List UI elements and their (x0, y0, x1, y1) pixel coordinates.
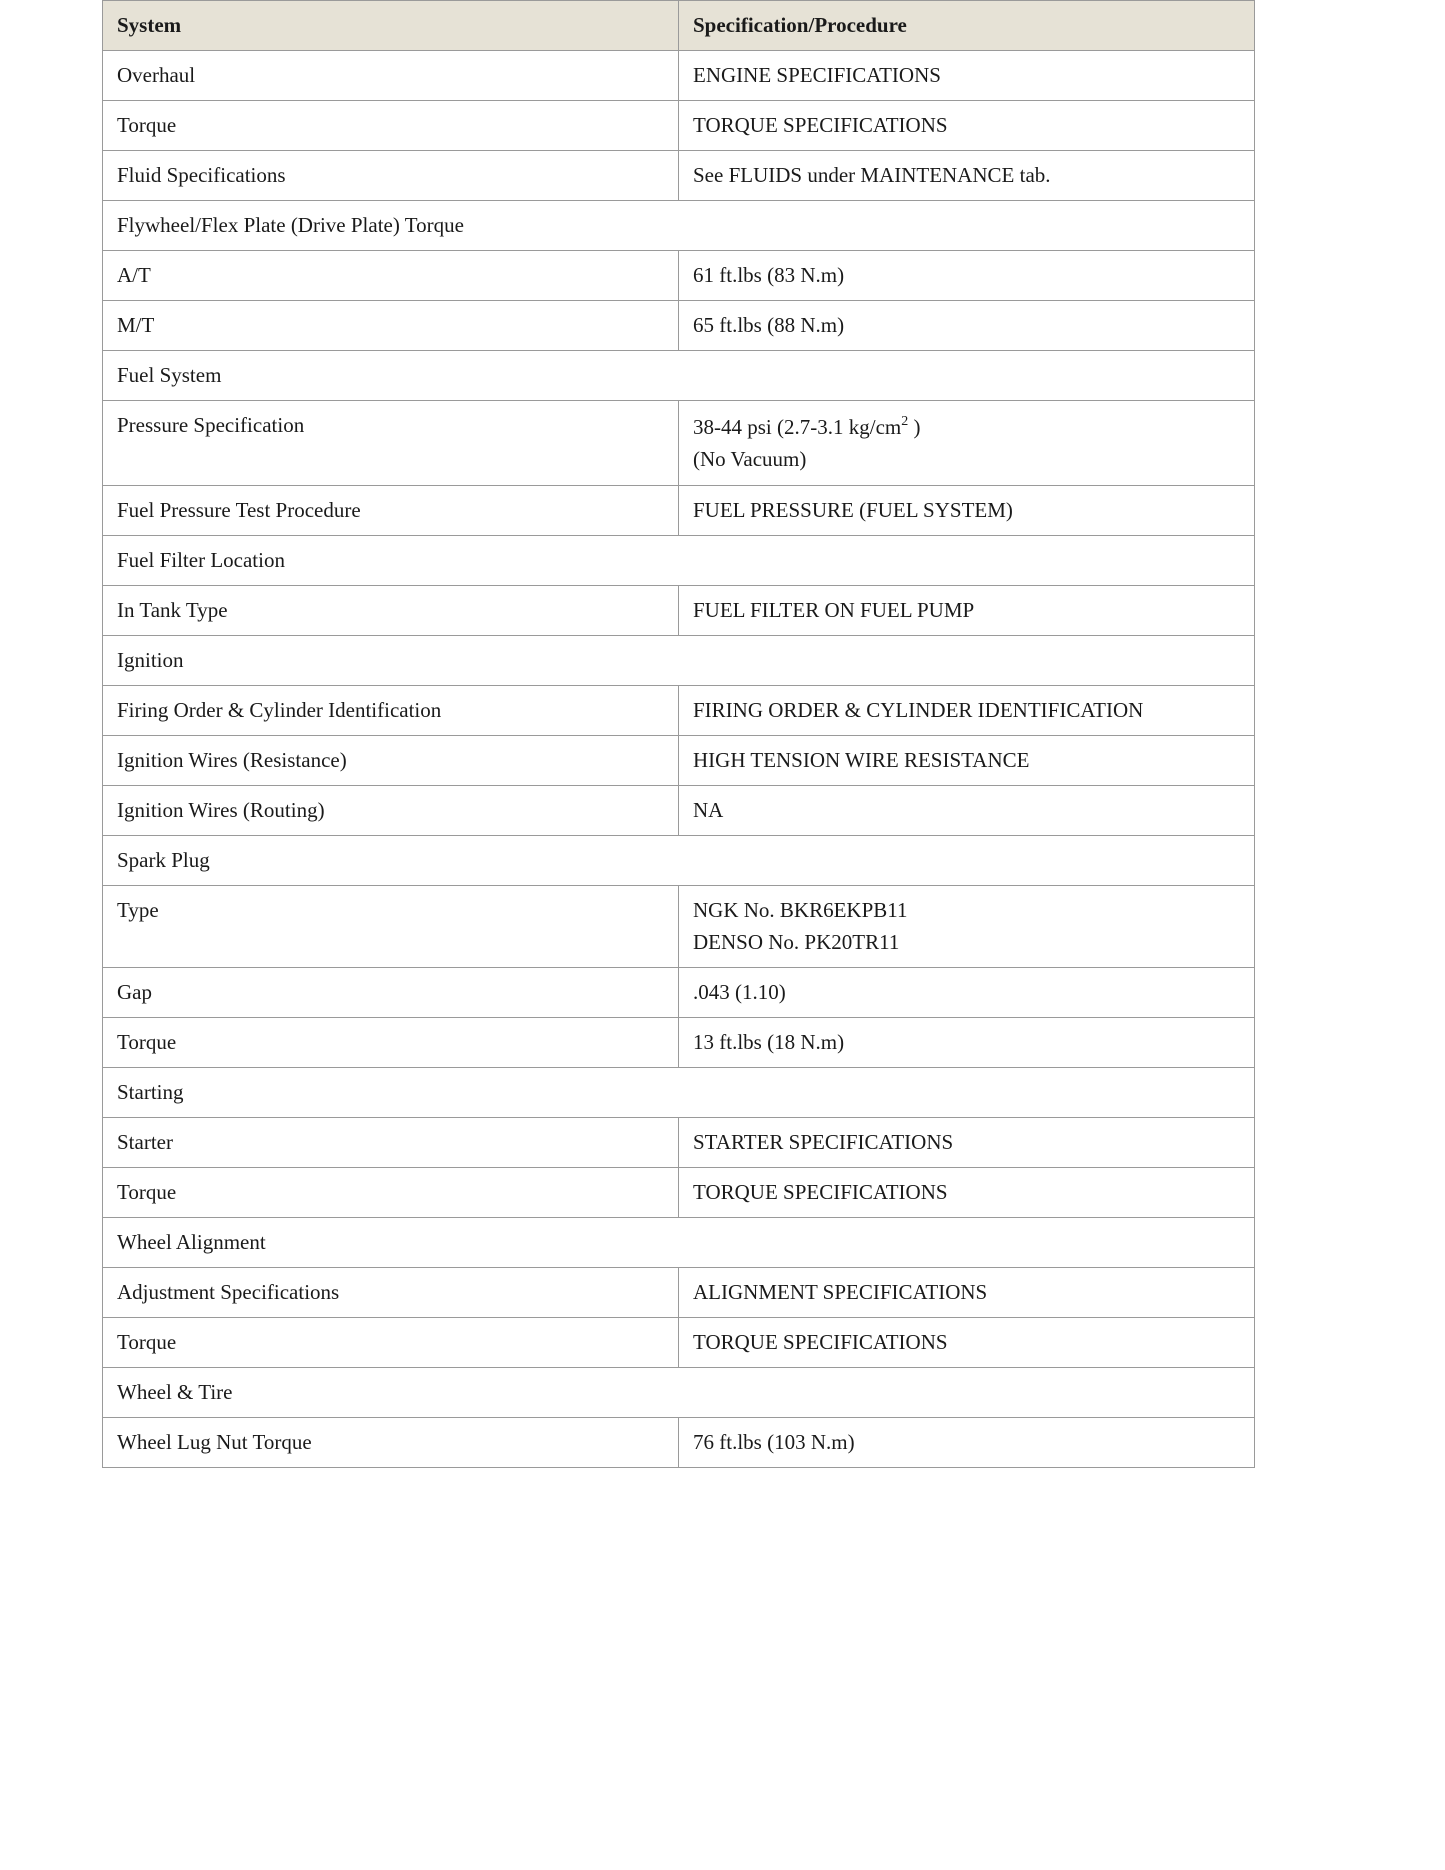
spec-line: DENSO No. PK20TR11 (693, 930, 900, 954)
system-cell: Firing Order & Cylinder Identification (103, 686, 679, 736)
section-heading: Spark Plug (103, 836, 1255, 886)
spec-cell: NA (679, 786, 1255, 836)
table-row (103, 401, 1255, 486)
section-row (103, 201, 1255, 251)
system-cell: Torque (103, 1018, 679, 1068)
table-row (103, 736, 1255, 786)
table-row (103, 1418, 1255, 1468)
system-cell: Fuel Pressure Test Procedure (103, 486, 679, 536)
table-row (103, 101, 1255, 151)
spec-link[interactable]: TORQUE SPECIFICATIONS (679, 101, 1255, 151)
section-row (103, 1068, 1255, 1118)
table-row (103, 686, 1255, 736)
system-cell: M/T (103, 301, 679, 351)
column-header-specification: Specification/Procedure (679, 1, 1255, 51)
spec-cell: 61 ft.lbs (83 N.m) (679, 251, 1255, 301)
system-cell: Torque (103, 1168, 679, 1218)
spec-cell: 65 ft.lbs (88 N.m) (679, 301, 1255, 351)
spec-line (693, 411, 1240, 443)
spec-cell: 13 ft.lbs (18 N.m) (679, 1018, 1255, 1068)
specifications-table (102, 0, 1255, 1468)
spec-link[interactable]: FUEL FILTER ON FUEL PUMP (679, 586, 1255, 636)
table-row (103, 301, 1255, 351)
system-cell: Gap (103, 968, 679, 1018)
table-row (103, 1118, 1255, 1168)
section-heading: Starting (103, 1068, 1255, 1118)
spec-cell: 76 ft.lbs (103 N.m) (679, 1418, 1255, 1468)
spec-link[interactable]: HIGH TENSION WIRE RESISTANCE (679, 736, 1255, 786)
system-cell: A/T (103, 251, 679, 301)
spec-link[interactable]: ENGINE SPECIFICATIONS (679, 51, 1255, 101)
system-cell: Starter (103, 1118, 679, 1168)
system-cell: Ignition Wires (Resistance) (103, 736, 679, 786)
system-cell: Torque (103, 1318, 679, 1368)
section-row (103, 536, 1255, 586)
table-row (103, 486, 1255, 536)
spec-link[interactable]: STARTER SPECIFICATIONS (679, 1118, 1255, 1168)
section-row (103, 1368, 1255, 1418)
spec-text: ) (908, 415, 921, 439)
table-row (103, 1168, 1255, 1218)
section-row (103, 836, 1255, 886)
spec-link[interactable]: TORQUE SPECIFICATIONS (679, 1168, 1255, 1218)
table-row (103, 1018, 1255, 1068)
system-cell: Overhaul (103, 51, 679, 101)
section-row (103, 351, 1255, 401)
system-cell: Ignition Wires (Routing) (103, 786, 679, 836)
spec-line: NGK No. BKR6EKPB11 (693, 898, 908, 922)
spec-cell: See FLUIDS under MAINTENANCE tab. (679, 151, 1255, 201)
section-heading: Wheel & Tire (103, 1368, 1255, 1418)
spec-text: 38-44 psi (2.7-3.1 kg/cm (693, 415, 902, 439)
spec-link[interactable]: FIRING ORDER & CYLINDER IDENTIFICATION (679, 686, 1255, 736)
system-cell: Fluid Specifications (103, 151, 679, 201)
system-cell: In Tank Type (103, 586, 679, 636)
table-row (103, 51, 1255, 101)
spec-cell (679, 886, 1255, 968)
system-cell: Wheel Lug Nut Torque (103, 1418, 679, 1468)
system-cell: Pressure Specification (103, 401, 679, 486)
spec-link[interactable]: TORQUE SPECIFICATIONS (679, 1318, 1255, 1368)
table-row (103, 968, 1255, 1018)
column-header-system: System (103, 1, 679, 51)
table-row (103, 786, 1255, 836)
table-row (103, 886, 1255, 968)
section-heading: Flywheel/Flex Plate (Drive Plate) Torque (103, 201, 1255, 251)
section-row (103, 636, 1255, 686)
section-heading: Fuel System (103, 351, 1255, 401)
table-row (103, 1268, 1255, 1318)
system-cell: Torque (103, 101, 679, 151)
section-heading: Fuel Filter Location (103, 536, 1255, 586)
table-row (103, 251, 1255, 301)
table-row (103, 151, 1255, 201)
spec-link[interactable]: FUEL PRESSURE (FUEL SYSTEM) (679, 486, 1255, 536)
spec-link[interactable]: ALIGNMENT SPECIFICATIONS (679, 1268, 1255, 1318)
section-row (103, 1218, 1255, 1268)
spec-line: (No Vacuum) (693, 447, 807, 471)
superscript: 2 (901, 414, 909, 429)
system-cell: Type (103, 886, 679, 968)
table-header-row (103, 1, 1255, 51)
section-heading: Wheel Alignment (103, 1218, 1255, 1268)
section-heading: Ignition (103, 636, 1255, 686)
spec-cell: .043 (1.10) (679, 968, 1255, 1018)
table-row (103, 586, 1255, 636)
table-row (103, 1318, 1255, 1368)
spec-cell (679, 401, 1255, 486)
system-cell: Adjustment Specifications (103, 1268, 679, 1318)
